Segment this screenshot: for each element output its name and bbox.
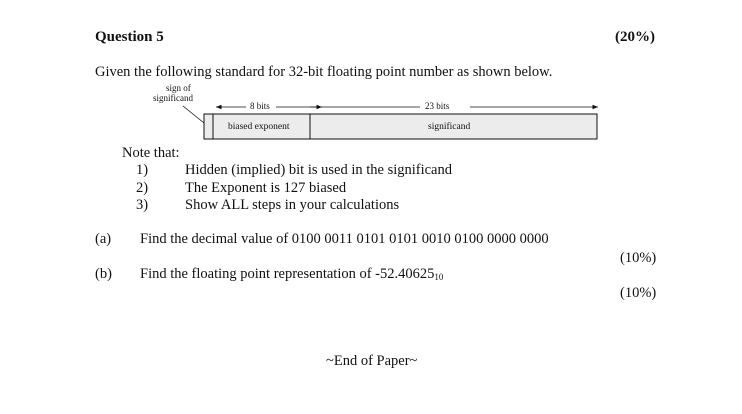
note-number-2: 2) [136, 180, 149, 196]
sign-label-line1: sign of [166, 83, 191, 93]
part-b-text-wrapper [140, 266, 443, 283]
exponent-bits-label: 8 bits [250, 101, 270, 111]
part-b-label: (b) [95, 266, 112, 282]
part-a-label: (a) [95, 231, 112, 247]
part-b-marks: (10%) [620, 285, 657, 301]
significand-bits-label: 23 bits [425, 101, 450, 111]
notes-heading: Note that: [122, 145, 180, 161]
note-number-1: 1) [136, 162, 149, 178]
part-b-text: Find the floating point representation of -52.40625 [140, 266, 435, 282]
question-marks: (20%) [615, 29, 655, 45]
part-a-text: Find the decimal value of 0100 0011 0101 0101 0010 0100 0000 0000 [140, 231, 549, 247]
sign-label-line2: significand [153, 93, 193, 103]
sign-bit-field [204, 114, 213, 139]
part-a-marks: (10%) [620, 250, 657, 266]
note-text-1: Hidden (implied) bit is used in the significand [185, 162, 452, 178]
note-text-3: Show ALL steps in your calculations [185, 197, 400, 213]
question-intro: Given the following standard for 32-bit floating point number as shown below. [95, 64, 553, 80]
part-b-subscript: 10 [434, 272, 444, 282]
significand-field-label: significand [428, 122, 471, 132]
note-text-2: The Exponent is 127 biased [185, 180, 347, 196]
question-title: Question 5 [95, 29, 164, 45]
end-of-paper: ~End of Paper~ [326, 353, 418, 369]
exponent-field-label: biased exponent [228, 122, 290, 132]
note-number-3: 3) [136, 197, 149, 213]
